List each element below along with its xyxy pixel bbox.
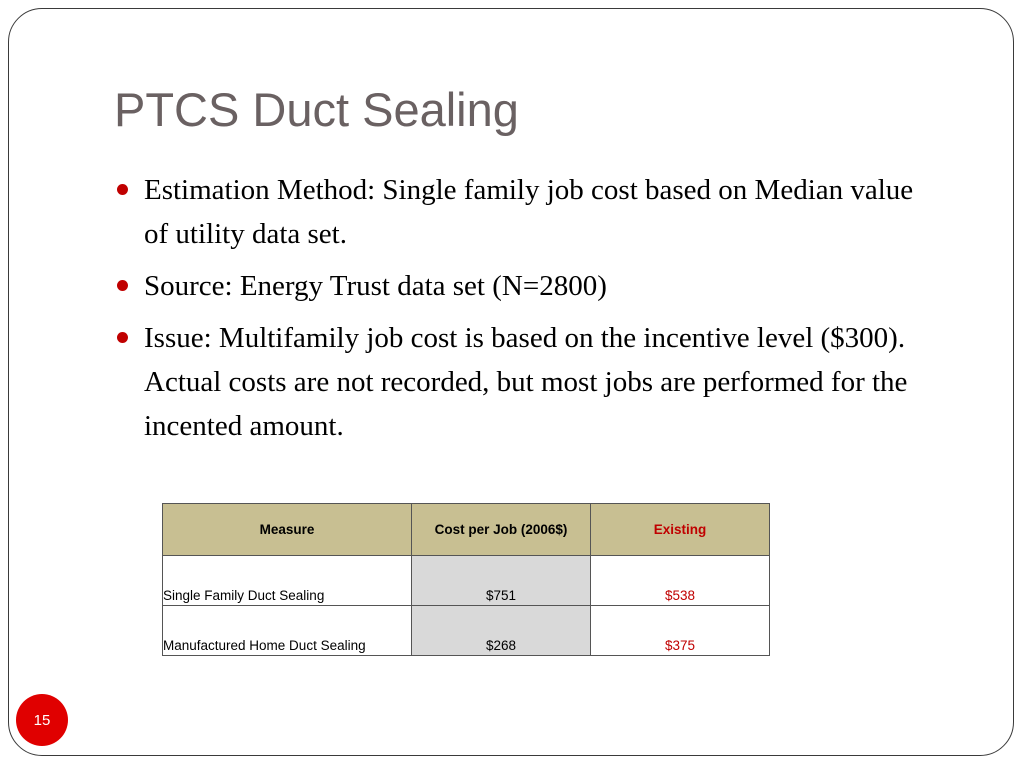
- cell-existing: $538: [591, 556, 770, 606]
- bullet-item: [116, 168, 926, 256]
- cell-cost: $268: [412, 606, 591, 656]
- cell-cost: $751: [412, 556, 591, 606]
- cost-table: [162, 503, 770, 656]
- cell-measure: Single Family Duct Sealing: [163, 556, 412, 606]
- slide-title: PTCS Duct Sealing: [114, 83, 519, 136]
- table-row: [163, 606, 770, 656]
- header-cost-per-job: Cost per Job (2006$): [412, 504, 591, 556]
- cell-measure: Manufactured Home Duct Sealing: [163, 606, 412, 656]
- bullet-dot-icon: [117, 184, 128, 195]
- bullet-dot-icon: [117, 332, 128, 343]
- header-existing: Existing: [591, 504, 770, 556]
- bullet-text: Issue: Multifamily job cost is based on the incentive level ($300). Actual costs are not recorded, but most jobs are performed for the incented amount.: [144, 322, 908, 442]
- bullet-item: [116, 316, 926, 448]
- table-row: [163, 556, 770, 606]
- bullet-text: Estimation Method: Single family job cost based on Median value of utility data set.: [144, 174, 914, 250]
- bullet-text: Source: Energy Trust data set (N=2800): [144, 270, 607, 302]
- bullet-dot-icon: [117, 280, 128, 291]
- bullet-list: [116, 168, 926, 456]
- table-header-row: [163, 504, 770, 556]
- page-number-badge: 15: [16, 694, 68, 746]
- bullet-item: [116, 264, 926, 308]
- header-measure: Measure: [163, 504, 412, 556]
- cell-existing: $375: [591, 606, 770, 656]
